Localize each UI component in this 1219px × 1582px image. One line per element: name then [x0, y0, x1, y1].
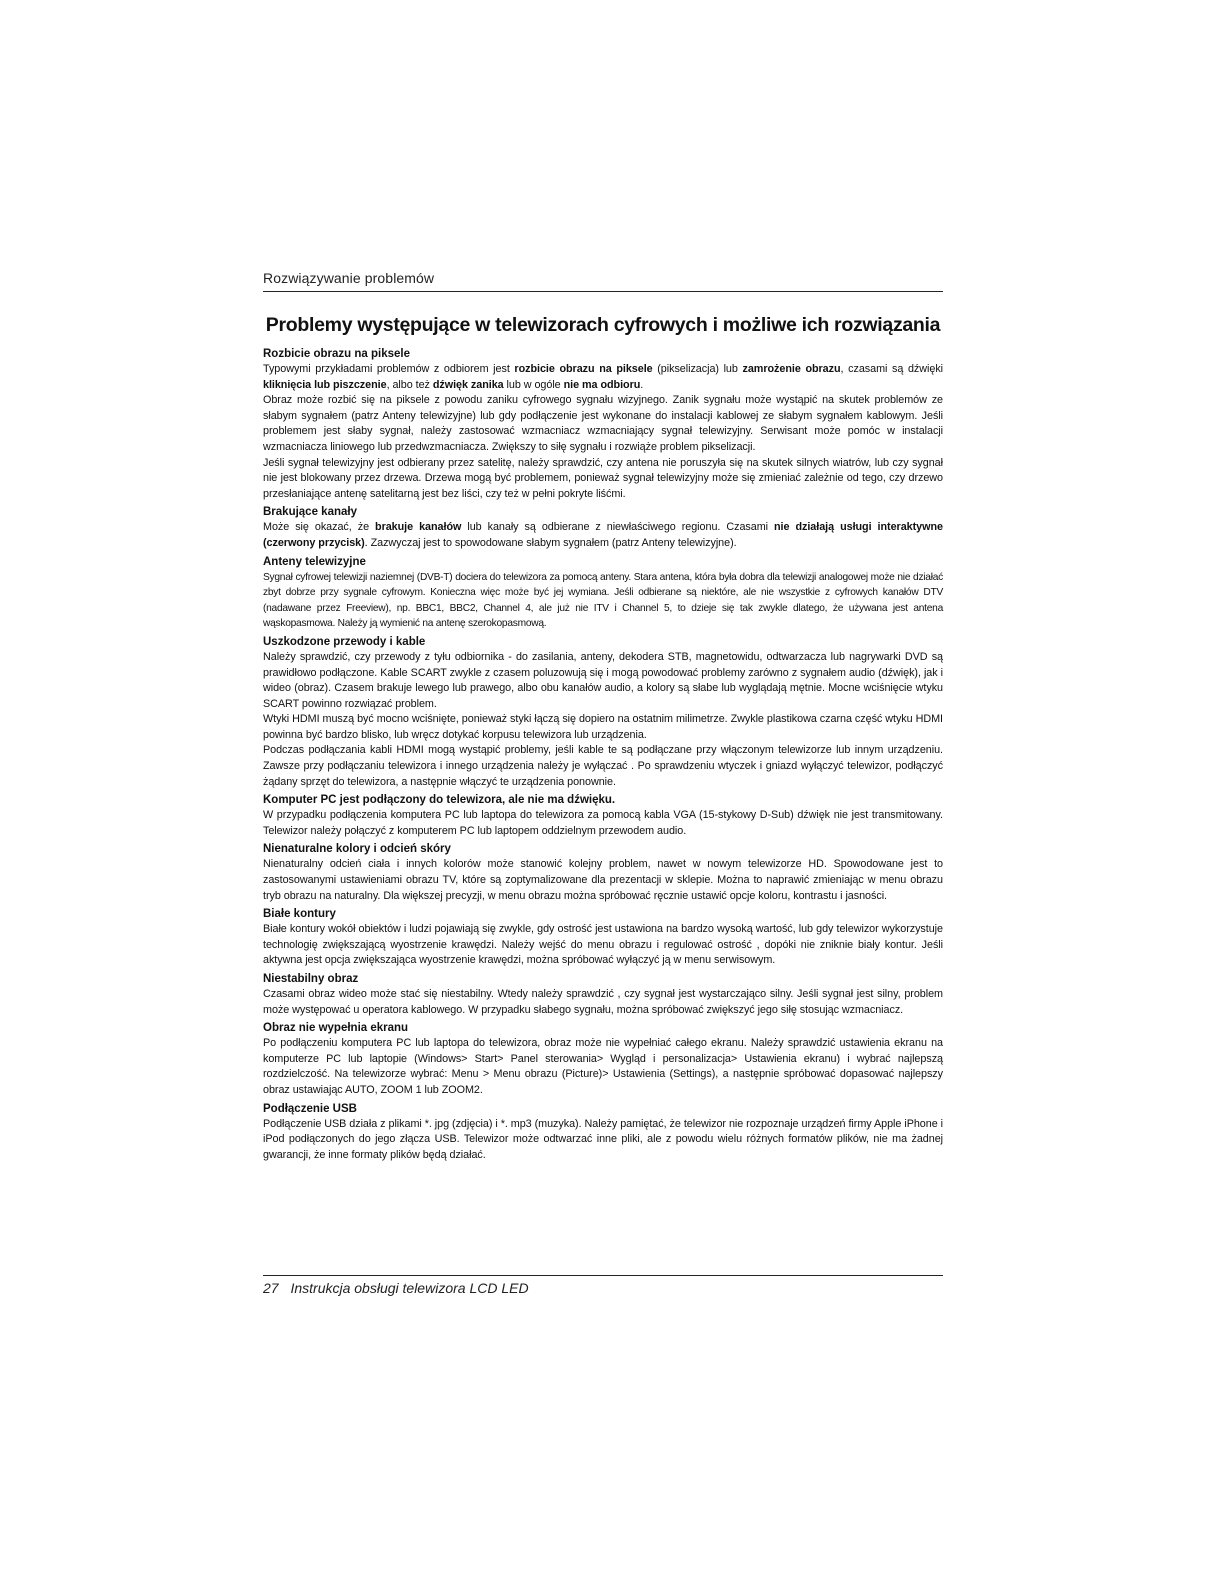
section-heading: Rozbicie obrazu na piksele	[263, 348, 410, 360]
section-paragraph	[263, 712, 943, 743]
section	[263, 1102, 943, 1164]
section	[263, 842, 943, 904]
section-paragraph	[263, 743, 943, 790]
section-paragraph	[263, 987, 943, 1018]
body-text: Typowymi przykładami problemów z odbiorem jest	[263, 363, 515, 375]
body-text: , albo też	[386, 378, 433, 391]
emphasis-text: nie ma odbioru	[563, 378, 641, 391]
section	[263, 347, 943, 502]
section-paragraph	[263, 1117, 943, 1164]
body-text: , czasami są dźwięki	[840, 363, 944, 375]
section-paragraph	[263, 650, 943, 712]
page-number: 27	[263, 1280, 279, 1296]
section-heading: Podłączenie USB	[263, 1102, 357, 1115]
emphasis-text: zamrożenie obrazu	[742, 363, 841, 375]
body-text: Sygnał cyfrowej telewizji naziemnej (DVB-T) dociera do telewizora za pomocą anteny. Stara antena, która była dobra dla telewizji analogowej może nie działać zbyt dobrze przy sygnale cyfrowym. Konieczna więc może być jej wymiana. Jeśli odbierane są niektóre, ale nie wszystkie z cyfrowych kanałów DTV (nadawane przez Freeview), np. BBC1, BBC2, Channel 4, ale już nie ITV i Channel 5, to dzieje się tak zwykle dlatego, że używana jest antena wąskopasmowa. Należy ją wymienić na antenę szerokopasmową.	[263, 571, 943, 630]
section	[263, 635, 943, 790]
section	[263, 505, 943, 551]
body-text: Wtyki HDMI muszą być mocno wciśnięte, ponieważ styki łączą się dopiero na ostatnim milimetrze. Zwykle plastikowa czarna część wtyku HDMI powinna być bardzo blisko, lub wręcz dotykać korpusu telewizora lub urządzenia.	[263, 713, 943, 741]
body-text: .	[640, 378, 644, 391]
section-heading: Brakujące kanały	[263, 506, 357, 519]
section-heading: Komputer PC jest podłączony do telewizora, ale nie ma dźwięku.	[263, 794, 616, 807]
document-title: Instrukcja obsługi telewizora LCD LED	[290, 1280, 529, 1296]
body-text: Podczas podłączania kabli HDMI mogą wystąpić problemy, jeśli kable te są podłączane przy włączonym telewizorze lub innym urządzeniu. Zawsze przy podłączaniu telewizora i innego urządzenia należy je wyłączać . Po sprawdzeniu wtyczek i gniazd wyłączyć telewizor, podłączyć żądany sprzęt do telewizora, a następnie włączyć te urządzenia ponownie.	[263, 744, 943, 788]
sections-container	[263, 347, 943, 1163]
section-heading: Uszkodzone przewody i kable	[263, 635, 426, 648]
emphasis-text: kliknięcia lub piszczenie	[263, 378, 387, 391]
section-paragraph	[263, 393, 943, 455]
section	[263, 1021, 943, 1098]
body-text: Czasami obraz wideo może stać się niestabilny. Wtedy należy sprawdzić , czy sygnał jest wystarczająco silny. Jeśli sygnał jest silny, problem może występować u operatora kablowego. W przypadku słabego sygnału, można spróbować zwiększyć jego siłę stosując wzmacniacz.	[263, 988, 943, 1016]
section-paragraph	[263, 922, 943, 969]
section	[263, 793, 943, 839]
page-content	[263, 270, 943, 1163]
emphasis-text: dźwięk zanika	[432, 378, 504, 391]
section-heading: Anteny telewizyjne	[263, 555, 366, 568]
body-text: Obraz może rozbić się na piksele z powodu zaniku cyfrowego sygnału wizyjnego. Zanik sygnału może wystąpić na skutek problemów ze słabym sygnałem (patrz Anteny telewizyjne) lub gdy podłączenie jest wykonane do instalacji kablowej ze słabym sygnałem kablowym. Jeśli problemem jest słaby sygnał, należy zastosować wzmacniacz wzmacniający sygnał telewizyjny. Serwisant może pomóc w instalacji wzmacniacza liniowego lub przedwzmacniacza. Zwiększy to siłę sygnału i rozwiąże problem pikselizacji.	[263, 394, 943, 453]
section	[263, 555, 943, 632]
section-paragraph	[263, 857, 943, 904]
body-text: lub kanały są odbierane z niewłaściwego regionu. Czasami	[461, 521, 774, 534]
section	[263, 972, 943, 1018]
emphasis-text: nie działają usługi interaktywne (czerwony przycisk)	[263, 521, 943, 549]
body-text: Należy sprawdzić, czy przewody z tyłu odbiornika - do zasilania, anteny, dekodera STB, magnetowidu, odtwarzacza lub nagrywarki DVD są prawidłowo podłączone. Kable SCART zwykle z czasem poluzowują się i mogą powodować problemy zarówno z sygnałem audio (dźwięk), jak i wideo (obraz). Czasem brakuje lewego lub prawego, albo obu kanałów audio, a kolory są słabe lub wyglądają mętnie. Mocne wciśnięcie wtyku SCART powinno rozwiązać problem.	[263, 650, 943, 710]
section	[263, 907, 943, 969]
section-heading: Obraz nie wypełnia ekranu	[263, 1022, 409, 1035]
section-paragraph	[263, 456, 943, 503]
page-footer	[263, 1275, 943, 1296]
body-text: W przypadku podłączenia komputera PC lub laptopa do telewizora za pomocą kabla VGA (15-stykowy D-Sub) dźwięk nie jest transmitowany. Telewizor należy połączyć z komputerem PC lub laptopem oddzielnym przewodem audio.	[263, 809, 943, 837]
section-paragraph	[263, 808, 943, 839]
body-text: Może się okazać, że	[263, 521, 376, 534]
body-text: lub w ogóle	[503, 378, 564, 391]
section-paragraph	[263, 570, 943, 632]
section-heading: Nienaturalne kolory i odcień skóry	[263, 843, 451, 856]
section-paragraph	[263, 1036, 943, 1098]
body-text: Białe kontury wokół obiektów i ludzi pojawiają się zwykle, gdy ostrość jest ustawiona na bardzo wysoką wartość, lub gdy telewizor wykorzystuje technologię zwiększającą wyostrzenie krawędzi. Należy wejść do menu obrazu i regulować ostrość , dopóki nie zniknie biały kontur. Jeśli aktywna jest opcja zwiększająca wyostrzenie krawędzi, można spróbować wyłączyć ją w menu serwisowym.	[263, 923, 943, 967]
section-paragraph	[263, 362, 943, 393]
page-title: Problemy występujące w telewizorach cyfrowych i możliwe ich rozwiązania	[265, 314, 941, 336]
body-text: Nienaturalny odcień ciała i innych kolorów może stanowić kolejny problem, nawet w nowym telewizorze HD. Spowodowane jest to zastosowanymi ustawieniami obrazu TV, które są zoptymalizowane dla prezentacji w sklepie. Można to naprawić zmieniając w menu obrazu tryb obrazu na naturalny. Dla większej precyzji, w menu obrazu można spróbować ręcznie ustawić opcje koloru, kontrastu i jasności.	[263, 858, 943, 902]
section-heading: Białe kontury	[263, 908, 336, 921]
body-text: Po podłączeniu komputera PC lub laptopa do telewizora, obraz może nie wypełniać całego ekranu. Należy sprawdzić ustawienia ekranu na komputerze PC lub laptopie (Windows> Start> Panel sterowania> Wygląd i personalizacja> Ustawienia ekranu) i wybrać najlepszą rozdzielczość. Na telewizorze wybrać: Menu > Menu obrazu (Picture)> Ustawienia (Settings), a następnie spróbować dopasować najlepszy obraz ustawiając AUTO, ZOOM 1 lub ZOOM2.	[263, 1037, 943, 1096]
body-text: . Zazwyczaj jest to spowodowane słabym sygnałem (patrz Anteny telewizyjne).	[364, 536, 737, 549]
body-text: Podłączenie USB działa z plikami *. jpg (zdjęcia) i *. mp3 (muzyka). Należy pamiętać, że telewizor nie rozpoznaje urządzeń firmy Apple iPhone i iPod podłączonych do jego złącza USB. Telewizor może odtwarzać inne pliki, ale z powodu wielu różnych formatów plików, nie ma żadnej gwarancji, że inne formaty plików będą działać.	[263, 1117, 943, 1161]
section-heading: Niestabilny obraz	[263, 973, 359, 985]
emphasis-text: brakuje kanałów	[375, 521, 462, 534]
emphasis-text: rozbicie obrazu na piksele	[514, 363, 653, 375]
body-text: (pikselizacja) lub	[652, 363, 743, 375]
running-header: Rozwiązywanie problemów	[263, 270, 943, 292]
body-text: Jeśli sygnał telewizyjny jest odbierany przez satelitę, należy sprawdzić, czy antena nie poruszyła się na skutek silnych wiatrów, lub czy sygnał nie jest blokowany przez drzewa. Drzewa mogą być problemem, ponieważ sygnał telewizyjny może się zmieniać zależnie od tego, czy drzewo przesłaniające antenę satelitarną jest bez liści, czy też w pełni pokryte liśćmi.	[263, 456, 943, 500]
section-paragraph	[263, 520, 943, 551]
